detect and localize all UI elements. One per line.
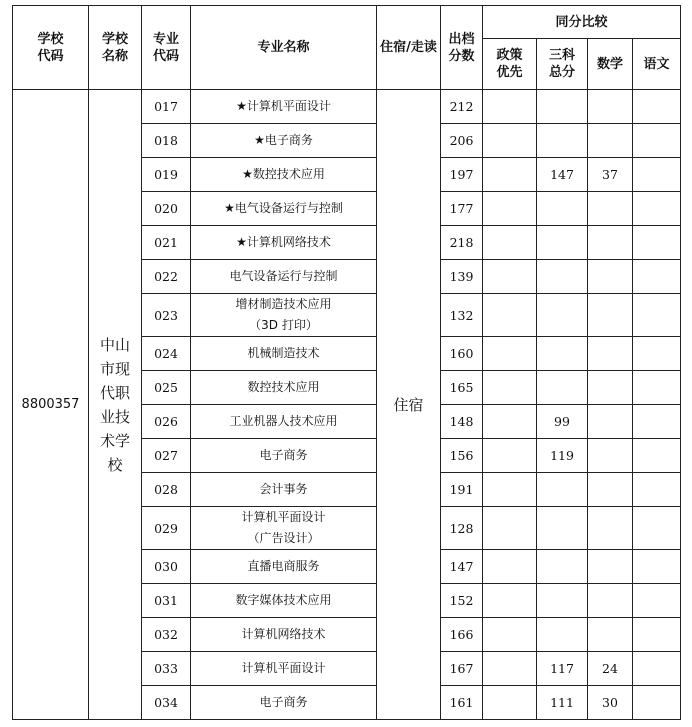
major-code-cell: 030 — [142, 550, 191, 584]
policy-cell — [483, 473, 537, 507]
major-name-cell — [191, 473, 377, 507]
major-code-cell: 020 — [142, 192, 191, 226]
policy-cell — [483, 226, 537, 260]
math-cell — [588, 90, 633, 124]
chinese-cell — [633, 550, 681, 584]
chinese-cell — [633, 90, 681, 124]
three-subjects-cell: 117 — [537, 652, 588, 686]
policy-cell — [483, 158, 537, 192]
policy-cell — [483, 294, 537, 337]
chinese-cell — [633, 158, 681, 192]
math-cell — [588, 192, 633, 226]
major-code-cell: 025 — [142, 371, 191, 405]
math-cell — [588, 337, 633, 371]
chinese-cell — [633, 294, 681, 337]
math-cell — [588, 584, 633, 618]
policy-cell — [483, 90, 537, 124]
major-name-line: 增材制造技术应用 — [235, 297, 332, 311]
math-cell — [588, 618, 633, 652]
min-score-cell: 132 — [441, 294, 483, 337]
min-score-cell: 191 — [441, 473, 483, 507]
policy-cell — [483, 550, 537, 584]
major-name-cell — [191, 405, 377, 439]
major-name-line: 计算机网络技术 — [241, 627, 326, 641]
major-name-line: 数控技术应用 — [247, 380, 320, 394]
min-score-cell: 160 — [441, 337, 483, 371]
major-name-cell — [191, 371, 377, 405]
major-name-cell — [191, 507, 377, 550]
min-score-cell: 165 — [441, 371, 483, 405]
math-cell — [588, 550, 633, 584]
admission-score-table — [12, 5, 681, 720]
chinese-cell — [633, 371, 681, 405]
min-score-cell: 167 — [441, 652, 483, 686]
major-name-cell — [191, 618, 377, 652]
major-name-cell — [191, 584, 377, 618]
header-dorm: 住宿/走读 — [377, 6, 441, 90]
policy-cell — [483, 260, 537, 294]
chinese-cell — [633, 584, 681, 618]
major-name-line: 直播电商服务 — [247, 559, 320, 573]
major-name-line: 计算机平面设计 — [241, 661, 326, 675]
three-subjects-cell — [537, 294, 588, 337]
min-score-cell: 212 — [441, 90, 483, 124]
math-cell — [588, 226, 633, 260]
major-code-cell: 028 — [142, 473, 191, 507]
three-subjects-cell — [537, 550, 588, 584]
three-subjects-cell — [537, 260, 588, 294]
school-name-text: 中山市现代职业技术学校 — [99, 335, 130, 474]
major-name-line: ★电子商务 — [254, 133, 313, 147]
chinese-cell — [633, 226, 681, 260]
major-name-cell — [191, 260, 377, 294]
math-cell: 37 — [588, 158, 633, 192]
chinese-cell — [633, 124, 681, 158]
chinese-cell — [633, 686, 681, 720]
math-cell — [588, 507, 633, 550]
major-code-cell: 027 — [142, 439, 191, 473]
policy-cell — [483, 618, 537, 652]
three-subjects-cell — [537, 337, 588, 371]
header-tiebreak: 同分比较 — [483, 6, 681, 39]
policy-cell — [483, 192, 537, 226]
major-name-cell — [191, 439, 377, 473]
three-subjects-cell — [537, 473, 588, 507]
major-name-cell — [191, 337, 377, 371]
major-name-line: 电子商务 — [259, 695, 308, 709]
major-name-cell — [191, 226, 377, 260]
min-score-cell: 166 — [441, 618, 483, 652]
min-score-cell: 177 — [441, 192, 483, 226]
major-name-line: 会计事务 — [259, 482, 308, 496]
major-code-cell: 032 — [142, 618, 191, 652]
three-subjects-cell: 147 — [537, 158, 588, 192]
major-name-cell — [191, 90, 377, 124]
major-name-cell — [191, 550, 377, 584]
chinese-cell — [633, 439, 681, 473]
header-three-subjects: 三科总分 — [537, 39, 588, 90]
table-row — [13, 90, 681, 124]
major-name-line: ★数控技术应用 — [242, 167, 325, 181]
three-subjects-cell — [537, 192, 588, 226]
major-name-line: ★计算机平面设计 — [236, 99, 331, 113]
major-code-cell: 023 — [142, 294, 191, 337]
major-name-line: ★计算机网络技术 — [236, 235, 331, 249]
chinese-cell — [633, 652, 681, 686]
policy-cell — [483, 124, 537, 158]
major-name-cell — [191, 158, 377, 192]
policy-cell — [483, 686, 537, 720]
header-major-name: 专业名称 — [191, 6, 377, 90]
min-score-cell: 218 — [441, 226, 483, 260]
min-score-cell: 161 — [441, 686, 483, 720]
major-code-cell: 017 — [142, 90, 191, 124]
policy-cell — [483, 405, 537, 439]
min-score-cell: 156 — [441, 439, 483, 473]
math-cell: 30 — [588, 686, 633, 720]
table-body — [13, 90, 681, 720]
major-name-line: 电气设备运行与控制 — [229, 269, 338, 283]
major-name-line: 数字媒体技术应用 — [235, 593, 332, 607]
three-subjects-cell: 99 — [537, 405, 588, 439]
major-name-cell — [191, 294, 377, 337]
three-subjects-cell — [537, 371, 588, 405]
three-subjects-cell — [537, 584, 588, 618]
min-score-cell: 148 — [441, 405, 483, 439]
min-score-cell: 197 — [441, 158, 483, 192]
header-min-score: 出档分数 — [441, 6, 483, 90]
chinese-cell — [633, 618, 681, 652]
major-name-cell — [191, 124, 377, 158]
major-name-cell — [191, 192, 377, 226]
major-code-cell: 026 — [142, 405, 191, 439]
three-subjects-cell — [537, 618, 588, 652]
three-subjects-cell: 119 — [537, 439, 588, 473]
major-name-line: 工业机器人技术应用 — [229, 414, 338, 428]
min-score-cell: 147 — [441, 550, 483, 584]
major-name-line: （广告设计） — [247, 531, 320, 545]
three-subjects-cell — [537, 507, 588, 550]
min-score-cell: 128 — [441, 507, 483, 550]
major-name-line: 机械制造技术 — [247, 346, 320, 360]
major-name-cell — [191, 652, 377, 686]
chinese-cell — [633, 507, 681, 550]
math-cell: 24 — [588, 652, 633, 686]
chinese-cell — [633, 473, 681, 507]
math-cell — [588, 260, 633, 294]
policy-cell — [483, 507, 537, 550]
chinese-cell — [633, 405, 681, 439]
math-cell — [588, 405, 633, 439]
major-code-cell: 024 — [142, 337, 191, 371]
table-header — [13, 6, 681, 90]
major-name-cell — [191, 686, 377, 720]
header-school-name: 学校名称 — [89, 6, 142, 90]
major-name-line: 计算机平面设计 — [241, 510, 326, 524]
three-subjects-cell — [537, 226, 588, 260]
three-subjects-cell: 111 — [537, 686, 588, 720]
math-cell — [588, 439, 633, 473]
major-code-cell: 019 — [142, 158, 191, 192]
chinese-cell — [633, 192, 681, 226]
major-code-cell: 021 — [142, 226, 191, 260]
min-score-cell: 206 — [441, 124, 483, 158]
policy-cell — [483, 337, 537, 371]
header-math: 数学 — [588, 39, 633, 90]
major-code-cell: 018 — [142, 124, 191, 158]
school-name-cell — [89, 90, 142, 720]
policy-cell — [483, 652, 537, 686]
math-cell — [588, 124, 633, 158]
math-cell — [588, 473, 633, 507]
three-subjects-cell — [537, 124, 588, 158]
major-name-line: 电子商务 — [259, 448, 308, 462]
dorm-cell: 住宿 — [377, 90, 441, 720]
chinese-cell — [633, 337, 681, 371]
min-score-cell: 139 — [441, 260, 483, 294]
major-code-cell: 022 — [142, 260, 191, 294]
three-subjects-cell — [537, 90, 588, 124]
header-major-code: 专业代码 — [142, 6, 191, 90]
header-chinese: 语文 — [633, 39, 681, 90]
major-name-line: ★电气设备运行与控制 — [224, 201, 343, 215]
major-code-cell: 033 — [142, 652, 191, 686]
chinese-cell — [633, 260, 681, 294]
major-name-line: （3D 打印） — [249, 318, 318, 332]
policy-cell — [483, 439, 537, 473]
header-policy: 政策优先 — [483, 39, 537, 90]
school-code-cell: 8800357 — [13, 90, 89, 720]
min-score-cell: 152 — [441, 584, 483, 618]
header-school-code: 学校代码 — [13, 6, 89, 90]
math-cell — [588, 294, 633, 337]
major-code-cell: 034 — [142, 686, 191, 720]
major-code-cell: 031 — [142, 584, 191, 618]
major-code-cell: 029 — [142, 507, 191, 550]
policy-cell — [483, 584, 537, 618]
policy-cell — [483, 371, 537, 405]
math-cell — [588, 371, 633, 405]
